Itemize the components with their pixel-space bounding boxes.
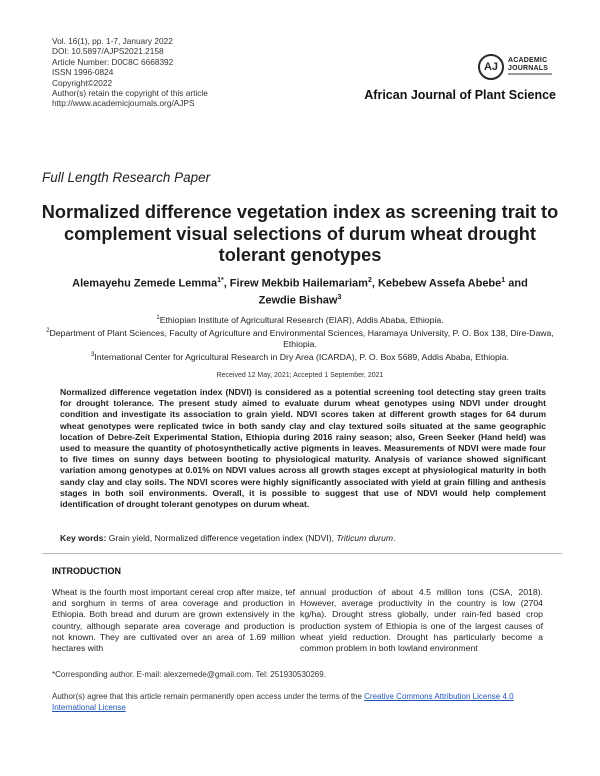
keywords-italic: Triticum durum [336,533,394,543]
journal-name: African Journal of Plant Science [364,88,556,102]
license-link[interactable]: Creative Commons Attribution License 4.0 International License [52,692,514,712]
affiliation: $^2$Department of Plant Sciences, Faculty of Agriculture and Environmental Sciences, Haramaya University, P. O. Box 138, Dire-Dawa, Ethiopia. [46,327,554,350]
author-affil-mark: 2 [367,277,372,284]
author-list [60,274,540,308]
meta-doi: DOI: 10.5897/AJPS2021.2158 [52,46,164,57]
affiliation: $^3$International Center for Agricultural Research in Dry Area (ICARDA), P. O. Box 5689, Addis Ababa, Ethiopia. [91,352,509,363]
corresponding-author: *Corresponding author. E-mail: alexzemede@gmail.com. Tel: 251930530269. [52,670,326,679]
keywords-text: Grain yield, Normalized difference vegetation index (NDVI), [106,533,337,543]
author-name: and Zewdie Bishaw [258,277,528,307]
author-affil-mark: 1* [217,277,224,284]
logo-line-2: JOURNALS [508,64,549,72]
logo-wordmark [508,57,548,72]
section-divider [42,553,562,554]
meta-issn: ISSN 1996-0824 [52,67,114,78]
meta-volume: Vol. 16(1), pp. 1-7, January 2022 [52,36,173,46]
meta-url[interactable]: http://www.academicjournals.org/AJPS [52,98,195,109]
author-name: Alemayehu Zemede Lemma [72,277,218,290]
introduction-heading: INTRODUCTION [52,566,121,576]
logo-underline [508,73,552,75]
license-note [52,691,552,713]
author-name: , Kebebew Assefa Abebe [371,277,502,290]
license-text: Author(s) agree that this article remain permanently open access under the terms of the [52,692,365,701]
meta-copyright: Copyright©2022 [52,77,113,88]
introduction-column-1: Wheat is the fourth most important cereal crop after maize, tef and sorghum in terms of area coverage and production in Ethiopia. Both bread and durum are grown extensively in the country, although separate area coverage and production is not known. They are cultivated over an area of 1.69 million hectares with [52,587,295,654]
abstract: Normalized difference vegetation index (NDVI) is considered as a potential screening tool detecting stay green traits for drought tolerance. The present study aimed to evaluate durum wheat genotypes using NDVI under drought condition and investigate its association to grain yield. NDVI scores taken at different growth stages for 64 durum wheat genotypes were replicated twice in both sandy clay and clay textured soils situated at the same geographic location of Debre-Zeit Experimental Station, Ethiopia during 2016 rainy season; also, Green Seeker (Hand held) was used to measure the quantity of photosynthetically active pigments in leaves. Measurements of NDVI were made four to five times on sunny days between booting to physiological maturity. Analysis of variance showed significant variation among genotypes at 0.01% on NDVI values across all growth stages except at physiological maturity in both sandy clay and clay soils. The NDVI scores were highly significantly associated with yield at grain filling and anthesis stages in both soil environments. Overall, it is possible to suggest that use of NDVI would help complement identification of drought tolerant genotypes on durum wheat. [60,387,546,510]
paper-title: Normalized difference vegetation index as screening trait to complement visual selections of durum wheat drought tolerant genotypes [41,202,559,265]
paper-type: Full Length Research Paper [42,170,211,185]
received-dates: Received 12 May, 2021; Accepted 1 September, 2021 [216,372,384,379]
author-name: , Firew Mekbib Hailemariam [223,277,368,290]
keywords-label: Key words: [60,533,107,543]
meta-article-number: Article Number: D0C8C 6668392 [52,56,174,67]
logo-line-1: ACADEMIC [508,57,548,64]
affiliation: $^1$Ethiopian Institute of Agricultural Research (EIAR), Addis Ababa, Ethiopia. [156,314,444,325]
author-affil-mark: 3 [337,294,342,302]
academic-journals-logo [478,54,554,84]
logo-icon: AJ [478,54,504,80]
meta-rights: Author(s) retain the copyright of this article [52,88,208,99]
keywords: Key words: Grain yield, Normalized difference vegetation index (NDVI), Triticum durum. [60,533,396,543]
article-meta [52,36,208,109]
affiliations [40,313,560,363]
author-affil-mark: 1 [501,277,506,284]
introduction-column-2: annual production of about 4.5 million tons (CSA, 2018). However, average productivity in the country is low (2704 kg/ha). Drought stress globally, under rain-fed based crop production system of Ethiopia is one of the largest causes of wheat yield reduction. Drought has particularly become a common problem in both lowland environment [300,587,543,654]
